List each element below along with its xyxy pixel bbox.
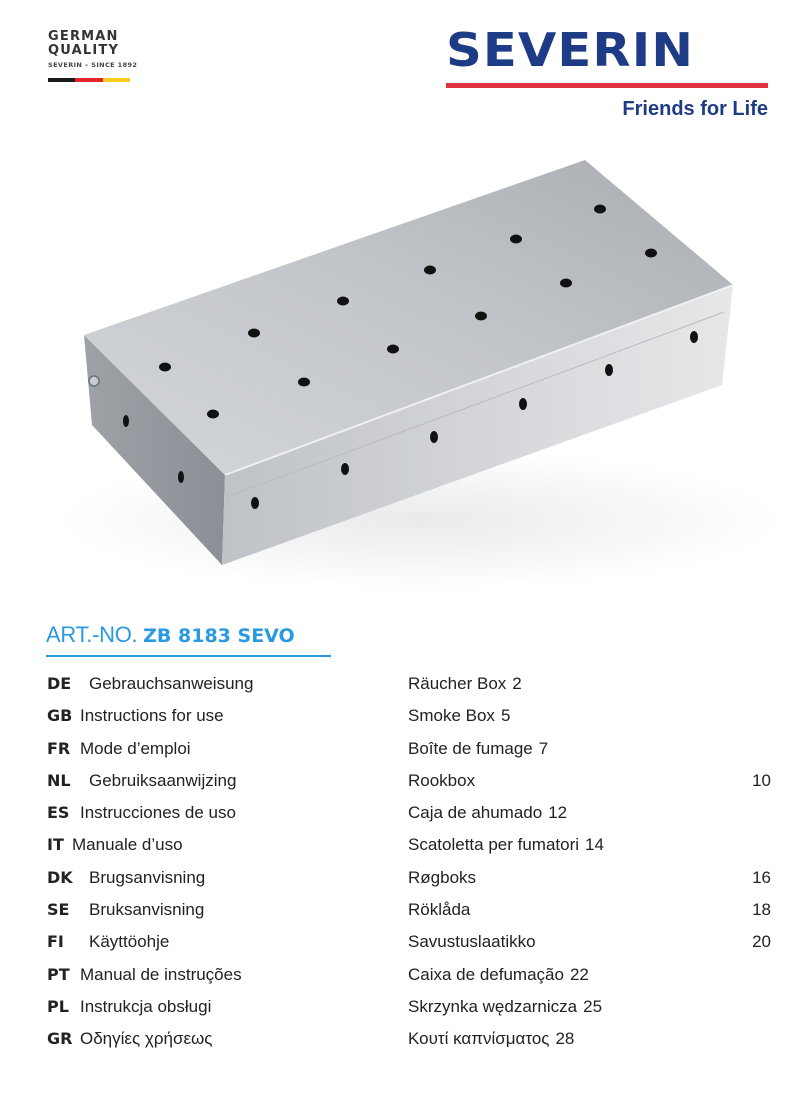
- page-number[interactable]: 22: [569, 964, 589, 984]
- language-code: FI: [47, 932, 64, 952]
- badge-line-1: GERMAN: [48, 29, 119, 44]
- brand-name: SEVERIN: [446, 23, 694, 77]
- instructions-label: Instrukcja obsługi: [80, 996, 212, 1016]
- page-number[interactable]: 12: [548, 803, 568, 823]
- product-title-text: Rookbox: [408, 770, 476, 790]
- toc-row-dk[interactable]: [47, 868, 771, 900]
- toc-row-es[interactable]: [47, 803, 771, 835]
- product-title: [408, 965, 589, 985]
- brand-tagline: Friends for Life: [622, 98, 768, 120]
- product-title: [408, 900, 470, 920]
- language-code: DE: [47, 674, 72, 693]
- language-code: IT: [47, 835, 64, 855]
- product-title-text: Räucher Box: [408, 674, 507, 693]
- toc-row-pl[interactable]: [47, 997, 771, 1029]
- german-quality-badge: [48, 30, 137, 82]
- page-number[interactable]: 28: [555, 1029, 575, 1049]
- article-underline: [46, 655, 331, 657]
- product-title-text: Skrzynka wędzarnicza: [408, 996, 578, 1016]
- language-code: DK: [47, 867, 73, 887]
- product-title-text: Caixa de defumação: [408, 964, 564, 984]
- instructions-label: Manuale d’uso: [72, 835, 183, 855]
- page-number[interactable]: 14: [585, 835, 604, 855]
- language-code: ES: [47, 803, 70, 823]
- german-flag-stripe: [48, 78, 130, 82]
- severin-logo: [446, 23, 768, 121]
- smoke-box-illustration: [0, 140, 802, 610]
- product-title: [408, 835, 604, 855]
- flag-red: [75, 78, 102, 82]
- article-prefix: ART.-NO.: [46, 622, 144, 647]
- instructions-label: Οδηγίες χρήσεως: [80, 1029, 213, 1049]
- product-title: [408, 706, 510, 726]
- language-code: GB: [47, 706, 73, 726]
- instructions-label: Instructions for use: [80, 706, 224, 726]
- page-number[interactable]: 5: [500, 706, 511, 726]
- toc-row-de[interactable]: [47, 674, 771, 706]
- product-title-text: Røgboks: [408, 867, 477, 887]
- product-title-text: Scatoletta per fumatori: [408, 835, 580, 855]
- product-image: [0, 140, 802, 610]
- toc-row-fr[interactable]: [47, 739, 771, 771]
- article-number: [46, 622, 331, 657]
- toc-row-fi[interactable]: [47, 932, 771, 964]
- instructions-label: Käyttöohje: [89, 932, 170, 952]
- toc-row-gr[interactable]: [47, 1029, 771, 1061]
- product-title: [408, 739, 548, 759]
- toc-row-gb[interactable]: [47, 706, 771, 738]
- page-number[interactable]: 18: [752, 900, 771, 920]
- language-code: PT: [47, 964, 70, 984]
- product-title-text: Savustuslaatikko: [408, 932, 536, 952]
- language-code: GR: [47, 1029, 73, 1049]
- toc-row-se[interactable]: [47, 900, 771, 932]
- page-number[interactable]: 7: [538, 738, 549, 758]
- product-title: [408, 997, 602, 1017]
- instructions-label: Manual de instruções: [80, 964, 242, 984]
- toc-row-pt[interactable]: [47, 965, 771, 997]
- article-code: ZB 8183 SEVO: [143, 625, 295, 647]
- language-table-of-contents: [47, 674, 771, 1062]
- language-code: SE: [47, 900, 70, 920]
- instructions-label: Instrucciones de uso: [80, 803, 236, 823]
- instructions-label: Mode d’emploi: [80, 738, 191, 758]
- toc-row-it[interactable]: [47, 835, 771, 867]
- product-title-text: Röklåda: [408, 900, 471, 920]
- page-number[interactable]: 20: [752, 932, 771, 952]
- toc-row-nl[interactable]: [47, 771, 771, 803]
- page-number[interactable]: 10: [752, 770, 771, 790]
- product-title: [408, 932, 536, 952]
- product-title-text: Boîte de fumage: [408, 738, 533, 758]
- page-number[interactable]: 2: [512, 674, 522, 693]
- product-title: [408, 771, 475, 791]
- flag-gold: [103, 78, 130, 82]
- product-title: [408, 1029, 574, 1049]
- product-title: [408, 803, 567, 823]
- page-number[interactable]: 16: [752, 867, 771, 887]
- language-code: NL: [47, 770, 71, 790]
- product-title-text: Smoke Box: [408, 706, 495, 726]
- language-code: FR: [47, 738, 71, 758]
- language-code: PL: [47, 996, 69, 1016]
- page-number[interactable]: 25: [583, 996, 603, 1016]
- product-title-text: Κουτί καπνίσματος: [408, 1029, 550, 1049]
- flag-black: [48, 78, 75, 82]
- product-title-text: Caja de ahumado: [408, 803, 543, 823]
- instructions-label: Brugsanvisning: [89, 867, 206, 887]
- product-title: [408, 868, 476, 888]
- product-title: [408, 674, 522, 694]
- instructions-label: Gebruiksaanwijzing: [89, 770, 237, 790]
- instructions-label: Gebrauchsanweisung: [89, 674, 254, 693]
- badge-line-3: SEVERIN – SINCE 1892: [48, 61, 138, 69]
- instructions-label: Bruksanvisning: [89, 900, 205, 920]
- badge-line-2: QUALITY: [48, 43, 120, 58]
- brand-underline: [446, 83, 768, 88]
